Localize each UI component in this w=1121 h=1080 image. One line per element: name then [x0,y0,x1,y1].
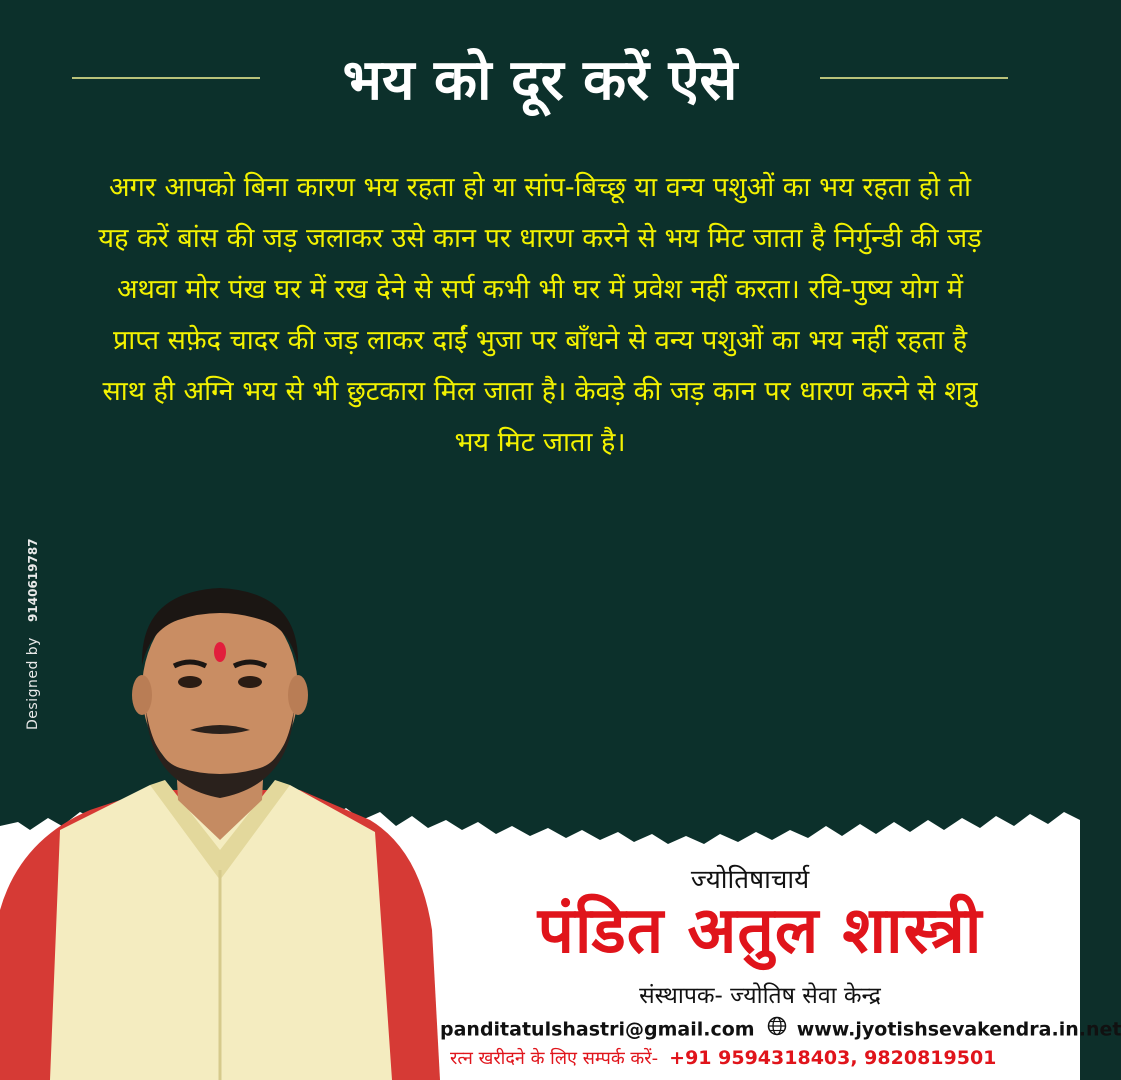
poster-title: भय को दूर करें ऐसे [342,48,738,113]
email-link[interactable]: panditatulshastri@gmail.com [440,1018,755,1041]
globe-icon [767,1016,787,1041]
founder-line: संस्थापक- ज्योतिष सेवा केन्द्र [639,983,881,1009]
purchase-contact-row [450,1046,1080,1070]
remedy-text: अगर आपको बिना कारण भय रहता हो या सांप-बिच्छू या वन्य पशुओं का भय रहता हो तो यह करें बांस की जड़ जलाकर उसे कान पर धारण करने से भय मिट जाता है निर्गुन्डी की जड़ अथवा मोर पंख घर में रख देने से सर्प कभी भी घर में प्रवेश नहीं करता। रवि-पुष्य योग में प्राप्त सफ़ेद चादर की जड़ लाकर दाईं भुजा पर बाँधने से वन्य पशुओं का भय नहीं रहता है साथ ही अग्नि भय से भी छुटकारा मिल जाता है। केवड़े की जड़ कान पर धारण करने से शत्रु भय मिट जाता है। [98,172,982,458]
portrait [0,570,440,1080]
website-link[interactable]: www.jyotishsevakendra.in.net [796,1018,1121,1041]
contact-line [440,1016,1121,1044]
phone-numbers[interactable]: +91 9594318403, 9820819501 [669,1047,997,1069]
contact-prompt: रत्न खरीदने के लिए सम्पर्क करें- [450,1048,659,1069]
designer-label: Designed by [25,637,41,730]
person-name: पंडित अतुल शास्त्री [537,894,983,968]
designer-phone: 9140619787 [26,538,40,622]
role-title: ज्योतिषाचार्य [690,865,810,895]
